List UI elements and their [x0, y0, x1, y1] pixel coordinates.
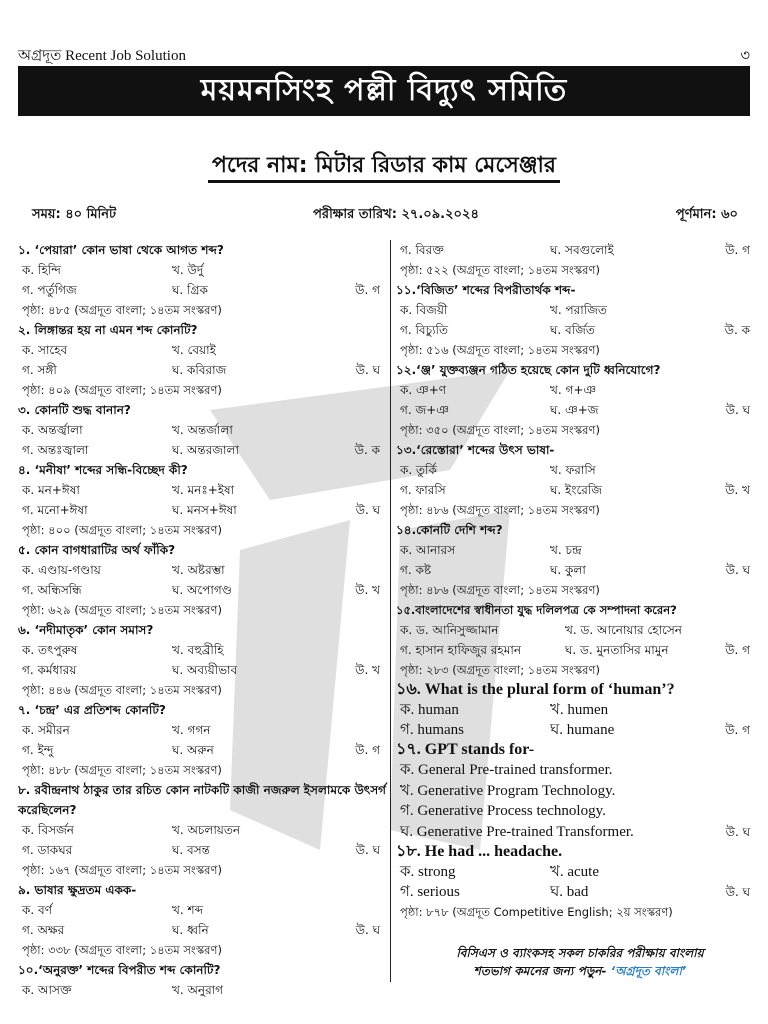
option-a: ক. সমীরন — [22, 723, 70, 737]
option-c: গ. বিচ্যুতি — [400, 323, 448, 337]
question-15 — [396, 600, 756, 680]
option-a: ক. human — [400, 702, 459, 718]
question-text: ৯. ভাষার ক্ষুদ্রতম একক- — [18, 883, 137, 897]
option-a: ক. সাহেব — [22, 343, 68, 357]
question-text: ৫. কোন বাগধারাটির অর্থ ফাঁকি? — [18, 543, 176, 557]
option-a: ক. আনারস — [400, 543, 456, 557]
option-a: ক. বর্ণ — [22, 903, 52, 917]
option-a: ক. বিজয়ী — [400, 303, 448, 317]
answer: উ. ক — [724, 323, 750, 337]
post-name: পদের নাম: মিটার রিডার কাম মেসেঞ্জার — [208, 153, 560, 183]
question-17 — [396, 740, 756, 842]
question-16 — [396, 680, 756, 740]
option-c: গ. ডাকঘর — [22, 843, 73, 857]
question-8 — [18, 780, 386, 880]
option-c: গ. জ+ঞ — [400, 403, 449, 417]
page-title: ময়মনসিংহ পল্লী বিদ্যুৎ সমিতি — [200, 72, 568, 108]
answer: উ. খ — [355, 583, 380, 597]
option-b: খ. Generative Program Technology. — [400, 782, 616, 799]
page-reference: পৃষ্ঠা: ৪০০ (অগ্রদূত বাংলা; ১৪তম সংস্করণ) — [22, 523, 222, 537]
option-c: গ. কর্মধারয় — [22, 663, 77, 677]
option-b: খ. humen — [550, 702, 609, 718]
answer: উ. ঘ — [725, 885, 750, 900]
answer: উ. ঘ — [355, 363, 380, 377]
option-c: গ. মনো+ঈষা — [22, 503, 88, 517]
question-text: ১০.‘অনুরক্ত’ শব্দের বিপরীত শব্দ কোনটি? — [18, 963, 221, 977]
option-a: ক. তুর্কি — [400, 463, 437, 477]
option-c: গ. অক্ষর — [22, 923, 65, 937]
page-reference: পৃষ্ঠা: ৩৩৮ (অগ্রদূত বাংলা; ১৪তম সংস্করণ) — [22, 943, 222, 957]
question-text: ১৪.কোনটি দেশি শব্দ? — [396, 523, 503, 537]
answer: উ. গ — [725, 643, 750, 657]
option-c: গ. বিরক্ত — [400, 243, 444, 257]
column-divider — [390, 240, 391, 982]
option-d: ঘ. সবগুলোই — [550, 243, 614, 257]
right-column — [396, 240, 756, 922]
page-reference: পৃষ্ঠা: ৪৮৬ (অগ্রদূত বাংলা; ১৪তম সংস্করণ) — [400, 583, 600, 597]
question-text: ১৭. GPT stands for- — [396, 741, 535, 758]
question-text: ৪. ‘মনীষা’ শব্দের সন্ধি-বিচ্ছেদ কী? — [18, 463, 188, 477]
option-b: খ. উর্দু — [172, 263, 204, 277]
promo-line-2: শতভাগ কমনের জন্য পড়ুন- — [473, 964, 607, 978]
promo-box — [420, 944, 740, 980]
answer: উ. খ — [355, 663, 380, 677]
option-a: ক. ঞ+ণ — [400, 383, 447, 397]
option-b: খ. বহুব্রীহি — [172, 643, 224, 657]
option-b: খ. গগন — [172, 723, 211, 737]
answer: উ. ঘ — [725, 824, 750, 839]
running-header: অগ্রদূত Recent Job Solution — [18, 48, 186, 64]
question-text: ৩. কোনটি শুদ্ধ বানান? — [18, 403, 131, 417]
option-d: ঘ. ধ্বনি — [172, 923, 209, 937]
answer: উ. গ — [355, 743, 380, 757]
question-text: ১১.‘বিজিত’ শব্দের বিপরীতার্থক শব্দ- — [396, 283, 576, 297]
option-d: ঘ. অব্যয়ীভাব — [172, 663, 238, 677]
option-c: গ. সঙ্গী — [22, 363, 57, 377]
option-b: খ. গ+ঞ — [550, 383, 597, 397]
option-c: গ. serious — [400, 884, 460, 901]
promo-line-1: বিসিএস ও ব্যাংকসহ সকল চাকরির পরীক্ষায় বাংলায় — [456, 946, 704, 960]
question-14 — [396, 520, 756, 600]
option-b: খ. acute — [550, 864, 599, 881]
option-a: ক. হিন্দি — [22, 263, 61, 277]
option-d: ঘ. মনস+ঈষা — [172, 503, 237, 517]
page-reference: পৃষ্ঠা: ৮৭৮ (অগ্রদূত Competitive English; ২য় সংস্করণ) — [400, 905, 673, 920]
exam-time: সময়: ৪০ মিনিট — [32, 207, 117, 222]
option-a: ক. মন+ঈষা — [22, 483, 80, 497]
page-reference: পৃষ্ঠা: ৪৮৮ (অগ্রদূত বাংলা; ১৪তম সংস্করণ) — [22, 763, 222, 777]
page-reference: পৃষ্ঠা: ৫১৬ (অগ্রদূত বাংলা; ১৪তম সংস্করণ) — [400, 343, 600, 357]
option-d: ঘ. কবিরাজ — [172, 363, 227, 377]
answer: উ. ঘ — [725, 563, 750, 577]
answer: উ. ঘ — [725, 403, 750, 417]
option-c: গ. Generative Process technology. — [400, 803, 606, 820]
page-reference: পৃষ্ঠা: ৬২৯ (অগ্রদূত বাংলা; ১৪তম সংস্করণ) — [22, 603, 222, 617]
question-12 — [396, 360, 756, 440]
page-reference: পৃষ্ঠা: ৪৮৫ (অগ্রদূত বাংলা; ১৪তম সংস্করণ) — [22, 303, 222, 317]
option-c: গ. ফারসি — [400, 483, 446, 497]
answer: উ. গ — [725, 723, 750, 737]
page-number: ৩ — [740, 48, 750, 64]
page-reference: পৃষ্ঠা: ৪৮৬ (অগ্রদূত বাংলা; ১৪তম সংস্করণ) — [400, 503, 600, 517]
left-column — [18, 240, 386, 1000]
option-a: ক. অন্তর্জ্বালা — [22, 423, 83, 437]
option-c: গ. পর্তুগিজ — [22, 283, 77, 297]
option-a: ক. এণ্ডায়-গণ্ডায় — [22, 563, 101, 577]
question-text: ৮. রবীন্দ্রনাথ ঠাকুর তার রচিত কোন নাটকটি কাজী নজরুল ইসলামকে উৎসর্গ করেছিলেন? — [18, 783, 387, 817]
option-c: গ. অন্ধিসন্ধি — [22, 583, 82, 597]
question-text: ১৩.‘রেস্তোরা’ শব্দের উৎস ভাষা- — [396, 443, 555, 457]
question-text: ২. লিঙ্গান্তর হয় না এমন শব্দ কোনটি? — [18, 323, 198, 337]
page-reference: পৃষ্ঠা: ৫২২ (অগ্রদূত বাংলা; ১৪তম সংস্করণ) — [400, 263, 600, 277]
question-11 — [396, 280, 756, 360]
title-banner — [18, 66, 750, 116]
option-c: গ. ইন্দু — [22, 743, 54, 757]
option-c: গ. কষ্ট — [400, 563, 432, 577]
question-text: ১৬. What is the plural form of ‘human’? — [396, 681, 675, 698]
page-reference: পৃষ্ঠা: ৩৫০ (অগ্রদূত বাংলা; ১৪তম সংস্করণ) — [400, 423, 600, 437]
option-a: ক. ড. আনিসুজ্জামান — [400, 623, 499, 637]
option-a: ক. আসক্ত — [22, 983, 72, 997]
option-a: ক. strong — [400, 864, 456, 881]
option-d: ঘ. কুলা — [550, 563, 586, 577]
option-c: গ. অন্তঃজ্বালা — [22, 443, 89, 457]
question-13 — [396, 440, 756, 520]
answer: উ. ঘ — [355, 843, 380, 857]
question-10-continued — [396, 240, 756, 280]
page-reference: পৃষ্ঠা: ১৬৭ (অগ্রদূত বাংলা; ১৪তম সংস্করণ) — [22, 863, 222, 877]
option-a: ক. তৎপুরুষ — [22, 643, 78, 657]
question-18 — [396, 842, 756, 922]
option-b: খ. শব্দ — [172, 903, 204, 917]
option-b: খ. অষ্টরম্ভা — [172, 563, 225, 577]
option-d: ঘ. অন্তরজালা — [172, 443, 239, 457]
question-6 — [18, 620, 386, 700]
option-b: খ. মনঃ+ইষা — [172, 483, 235, 497]
full-marks: পূর্ণমান: ৬০ — [675, 207, 738, 222]
option-b: খ. ফরাসি — [550, 463, 596, 477]
question-5 — [18, 540, 386, 620]
option-d: ঘ. Generative Pre-trained Transformer. — [400, 823, 634, 840]
option-b: খ. অন্তর্জালা — [172, 423, 233, 437]
answer: উ. ক — [354, 443, 380, 457]
option-d: ঘ. ইংরেজি — [550, 483, 603, 497]
option-b: খ. ড. আনোয়ার হোসেন — [565, 623, 682, 637]
question-1 — [18, 240, 386, 320]
question-text: ১. ‘পেয়ারা’ কোন ভাষা থেকে আগত শব্দ? — [18, 243, 224, 257]
question-text: ১৮. He had ... headache. — [396, 843, 563, 861]
question-10 — [18, 960, 386, 1000]
exam-date: পরীক্ষার তারিখ: ২৭.০৯.২০২৪ — [313, 207, 479, 222]
option-a: ক. General Pre-trained transformer. — [400, 762, 613, 778]
option-d: ঘ. ড. মুনতাসির মামুন — [565, 643, 669, 657]
question-3 — [18, 400, 386, 460]
promo-book-title: ‘অগ্রদূত বাংলা’ — [610, 964, 687, 978]
page-reference: পৃষ্ঠা: ২৮৩ (অগ্রদূত বাংলা; ১৪তম সংস্করণ) — [400, 663, 600, 677]
question-text: ১২.‘ঞ্জ’ যুক্তব্যঞ্জন গঠিত হয়েছে কোন দুটি ধ্বনিযোগে? — [396, 363, 661, 377]
option-d: ঘ. বসন্ত — [172, 843, 210, 857]
option-c: গ. humans — [400, 722, 464, 738]
option-b: খ. অচলায়তন — [172, 823, 241, 837]
option-b: খ. পরাজিত — [550, 303, 607, 317]
option-b: খ. অনুরাগ — [172, 983, 224, 997]
page-reference: পৃষ্ঠা: ৪৪৬ (অগ্রদূত বাংলা; ১৪তম সংস্করণ) — [22, 683, 222, 697]
question-text: ১৫.বাংলাদেশের স্বাধীনতা যুদ্ধ দলিলপত্র কে সম্পাদনা করেন? — [396, 603, 677, 617]
question-text: ৬. ‘নদীমাতৃক’ কোন সমাস? — [18, 623, 154, 637]
option-d: ঘ. বর্জিত — [550, 323, 595, 337]
option-b: খ. চন্দ্র — [550, 543, 582, 557]
answer: উ. ঘ — [355, 923, 380, 937]
option-b: খ. বেয়াই — [172, 343, 216, 357]
option-c: গ. হাসান হাফিজুর রহমান — [400, 643, 522, 657]
answer: উ. ঘ — [355, 503, 380, 517]
answer: উ. গ — [725, 243, 750, 257]
option-d: ঘ. অপোগণ্ড — [172, 583, 232, 597]
option-d: ঘ. bad — [550, 884, 589, 901]
question-2 — [18, 320, 386, 400]
option-d: ঘ. humane — [550, 722, 615, 738]
option-d: ঘ. ঞ+জ — [550, 403, 599, 417]
option-d: ঘ. গ্রিক — [172, 283, 208, 297]
page-reference: পৃষ্ঠা: ৪০৯ (অগ্রদূত বাংলা; ১৪তম সংস্করণ) — [22, 383, 222, 397]
answer: উ. খ — [725, 483, 750, 497]
option-a: ক. বিসর্জন — [22, 823, 74, 837]
question-7 — [18, 700, 386, 780]
question-9 — [18, 880, 386, 960]
option-d: ঘ. অরুন — [172, 743, 214, 757]
question-text: ৭. ‘চন্দ্র’ এর প্রতিশব্দ কোনটি? — [18, 703, 166, 717]
answer: উ. গ — [355, 283, 380, 297]
question-4 — [18, 460, 386, 540]
